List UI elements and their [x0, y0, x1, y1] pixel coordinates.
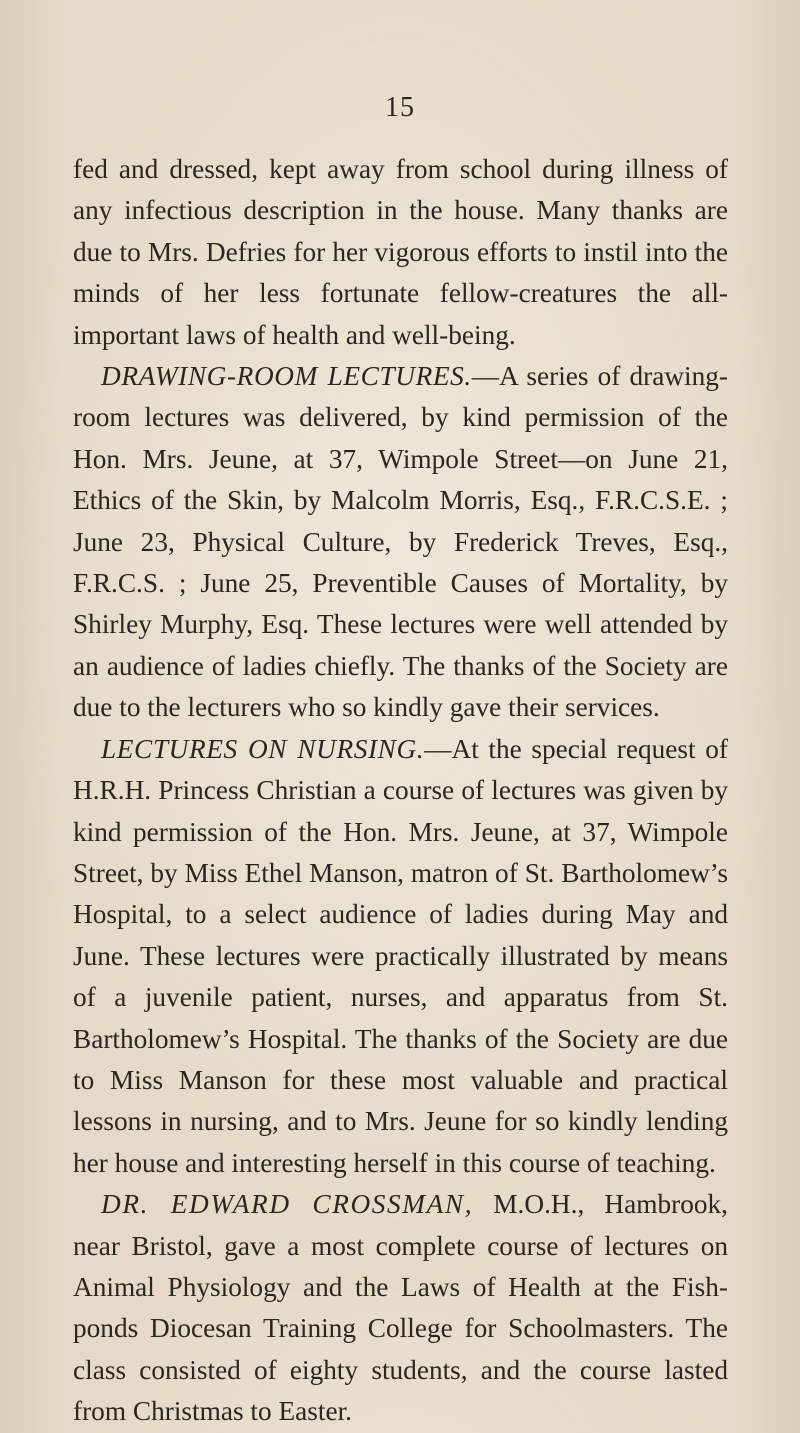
paragraph-text: —A series of drawing-room lectures was delivered, by kind permission of the Hon. Mrs. Jeune, at 37, Wimpole Street—on June 21, Ethics of the Skin, by Malcolm Morris, Esq., F.R.C.S.E. ; June 23, Physical Culture, by Frederick Treves, Esq., F.R.C.S. ; June 25, Preventible Causes of Mortality, by Shirley Murphy, Esq. These lectures were well attended by an audience of ladies chiefly. The thanks of the Society are due to the lecturers who so kindly gave their services. [73, 361, 728, 723]
paragraph-heading: DR. EDWARD CROSSMAN, [101, 1189, 474, 1220]
paragraph-heading: LECTURES ON NURSING. [101, 733, 425, 764]
paragraph-text: fed and dressed, kept away from school during illness of any infectious description in the house. Many thanks are due to Mrs. Defries for her vigorous efforts to instil into the minds of her less fortunate fellow-creatures the all-important laws of health and well-being. [73, 154, 728, 350]
paragraph-text: M.O.H., Hambrook, near Bristol, gave a most complete course of lectures on Animal Physiology and the Laws of Health at the Fish-ponds Diocesan Training College for Schoolmasters. The class consisted of eighty students, and the course lasted from Christmas to Easter. [73, 1189, 728, 1427]
paragraph-dr-crossman [73, 1184, 728, 1432]
paragraph-lectures-on-nursing [73, 729, 728, 1184]
paragraph-heading: DRAWING-ROOM LECTURES. [101, 361, 472, 392]
paragraph-text: —At the special request of H.R.H. Princess Christian a course of lectures was given by kind permission of the Hon. Mrs. Jeune, at 37, Wimpole Street, by Miss Ethel Manson, matron of St. Bartholomew’s Hospital, to a select audience of ladies during May and June. These lectures were practically illustrated by means of a juvenile patient, nurses, and apparatus from St. Bartholomew’s Hospital. The thanks of the Society are due to Miss Manson for these most valuable and practical lessons in nursing, and to Mrs. Jeune for so kindly lending her house and interesting herself in this course of teaching. [73, 733, 728, 1178]
page-number: 15 [385, 92, 415, 123]
paragraph-drawing-room-lectures [73, 356, 728, 729]
paragraph-continuation [73, 149, 728, 356]
body-text [73, 149, 728, 1433]
